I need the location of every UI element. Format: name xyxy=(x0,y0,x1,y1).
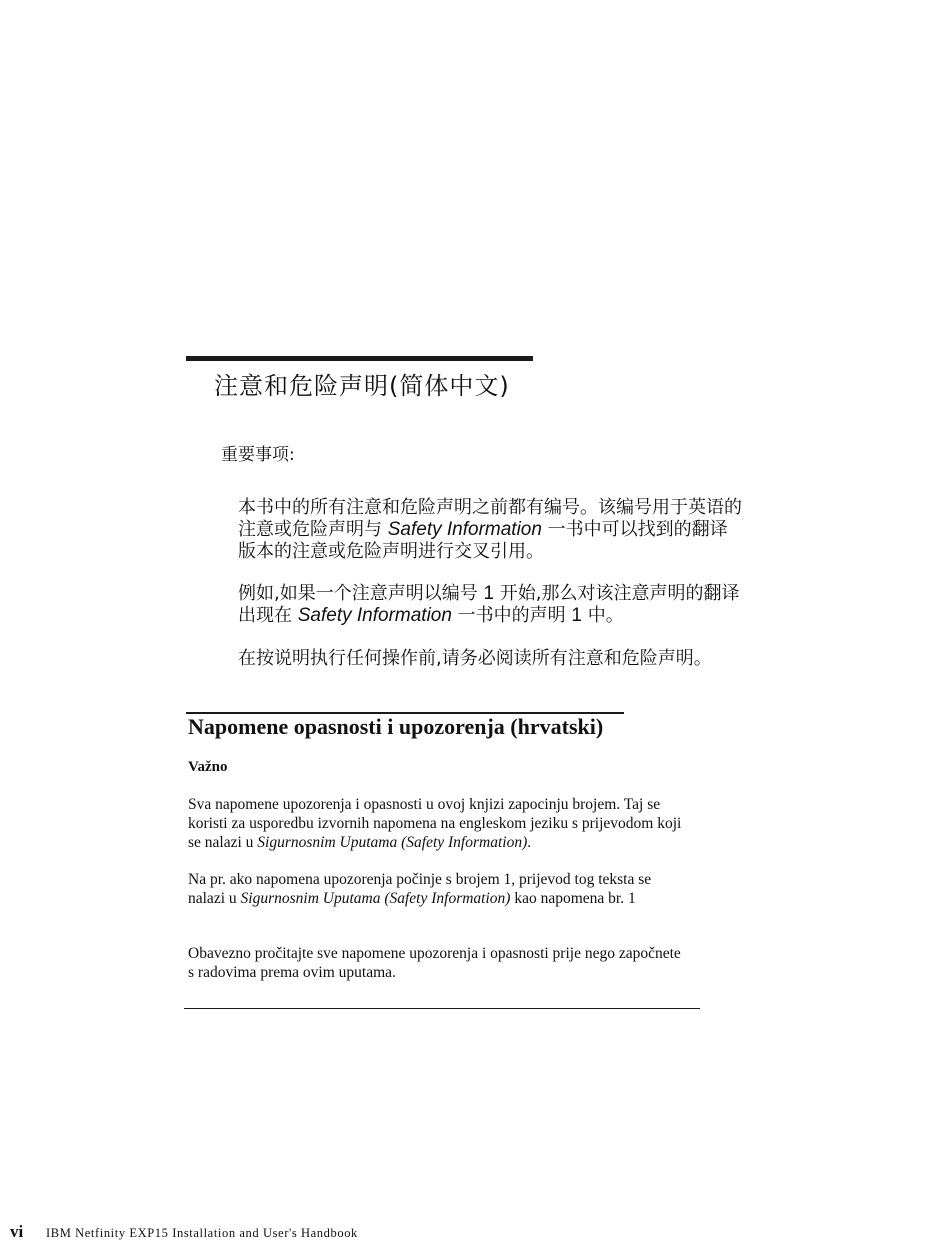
section-title-croatian: Napomene opasnosti i upozorenja (hrvatski) xyxy=(188,714,604,739)
book-title-italic: Sigurnosnim Uputama (Safety Information) xyxy=(240,890,511,907)
text-segment: 中。 xyxy=(581,605,624,626)
page-number: vi xyxy=(10,1222,24,1241)
text-segment: Sva napomene upozorenja i opasnosti u ovoj knjizi zapocinju brojem. Taj se koristi za usporedbu izvornih napomena na engleskom jeziku s prijevodom koji se nalazi u xyxy=(188,796,682,851)
statement-number: 1 xyxy=(571,605,582,626)
paragraph-chinese-3: 在按说明执行任何操作前,请务必阅读所有注意和危险声明。 xyxy=(238,648,712,669)
book-title-italic: Safety Information xyxy=(297,605,452,626)
text-segment: 本书中的所有注意和危险声明之前都有编号。该编号用于英语的注意或危险声明与 xyxy=(238,497,742,540)
section-rule-chinese xyxy=(186,356,533,361)
text-segment: . xyxy=(527,834,532,851)
paragraph-chinese-2 xyxy=(238,583,743,627)
text-segment: kao napomena br. 1 xyxy=(510,890,636,907)
section-title-chinese: 注意和危险声明(简体中文) xyxy=(214,372,510,400)
book-title-italic: Safety Information xyxy=(387,519,542,540)
paragraph-croatian-3: Obavezno pročitajte sve napomene upozorenja i opasnosti prije nego započnete s radovima prema ovim uputama. xyxy=(188,945,681,981)
important-label-croatian: Važno xyxy=(188,759,228,775)
text-segment: 例如,如果一个注意声明以编号 xyxy=(238,583,484,604)
important-label-chinese: 重要事项: xyxy=(221,445,295,465)
paragraph-chinese-1 xyxy=(238,497,743,563)
text-segment: Na pr. ako napomena upozorenja počinje s brojem 1, prijevod tog teksta se nalazi u xyxy=(188,871,652,907)
section-end-rule xyxy=(184,1008,700,1009)
text-segment: 一书中的声明 xyxy=(451,605,572,626)
book-title-italic: Sigurnosnim Uputama (Safety Information) xyxy=(257,834,528,851)
footer-book-title: IBM Netfinity EXP15 Installation and User's Handbook xyxy=(46,1226,358,1240)
statement-number: 1 xyxy=(483,583,495,604)
text-segment: 开始,那么对该注意声明的翻译出现在 xyxy=(238,583,740,626)
text-segment: 一书中可以找到的翻译版本的注意或危险声明进行交叉引用。 xyxy=(238,519,728,562)
paragraph-croatian-2 xyxy=(188,870,688,908)
paragraph-croatian-1 xyxy=(188,795,688,852)
